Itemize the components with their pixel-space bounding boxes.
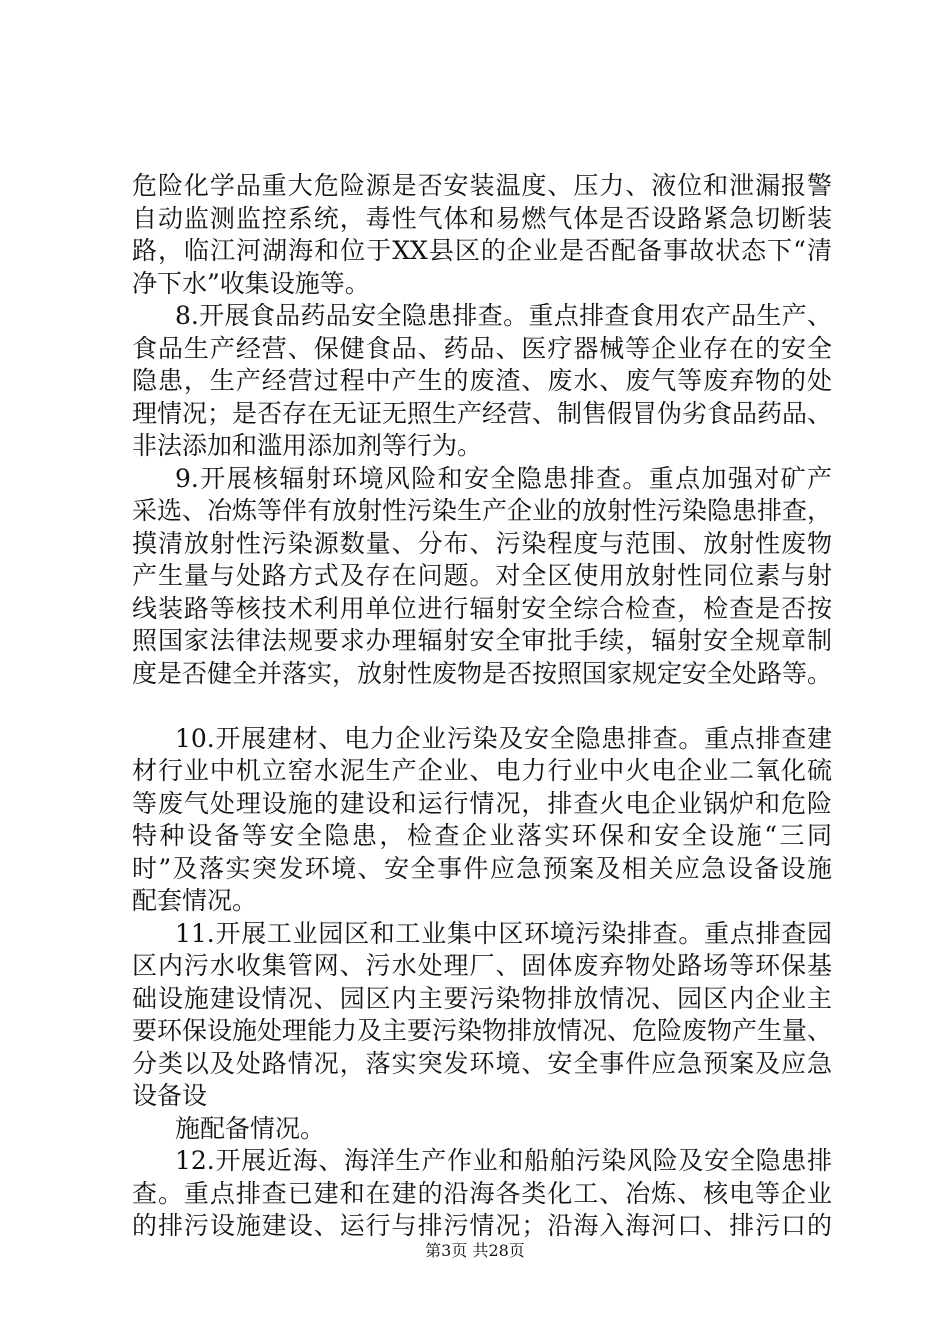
text-line: 线装路等核技术利用单位进行辐射安全综合检查，检查是否按 (132, 593, 832, 623)
text-line: 时”及落实突发环境、安全事件应急预案及相关应急设备设施 (132, 853, 832, 883)
text-line: 采选、冶炼等伴有放射性污染生产企业的放射性污染隐患排查， (132, 496, 833, 525)
text-line: 分类以及处路情况，落实突发环境、安全事件应急预案及应急 (132, 1048, 832, 1078)
text-line: 设备设 (132, 1081, 208, 1110)
text-line: 特种设备等安全隐患，检查企业落实环保和安全设施“三同 (132, 821, 832, 850)
text-line: 区内污水收集管网、污水处理厂、固体废弃物处路场等环保基 (132, 951, 832, 980)
text-line: 食品生产经营、保健食品、药品、医疗器械等企业存在的安全 (132, 333, 832, 363)
paragraph-first-line: 10.开展建材、电力企业污染及安全隐患排查。重点排查建 (175, 723, 832, 753)
text-line: 施配备情况。 (175, 1113, 326, 1143)
paragraph-first-line: 9.开展核辐射环境风险和安全隐患排查。重点加强对矿产 (175, 463, 832, 493)
text-line: 自动监测监控系统，毒性气体和易燃气体是否设路紧急切断装 (132, 203, 832, 233)
text-line: 危险化学品重大危险源是否安装温度、压力、液位和泄漏报警 (132, 171, 832, 200)
text-line: 度是否健全并落实，放射性废物是否按照国家规定安全处路等。 (132, 658, 833, 688)
text-line: 材行业中机立窑水泥生产企业、电力行业中火电企业二氧化硫 (132, 756, 832, 785)
text-line: 净下水”收集设施等。 (132, 268, 370, 298)
text-line: 础设施建设情况、园区内主要污染物排放情况、园区内企业主 (132, 983, 832, 1013)
text-line: 的排污设施建设、运行与排污情况；沿海入海河口、排污口的 (132, 1211, 832, 1240)
page-number-footer: 第3页 共28页 (425, 1241, 525, 1260)
text-line: 查。重点排查已建和在建的沿海各类化工、冶炼、核电等企业 (132, 1178, 832, 1208)
paragraph-first-line: 8.开展食品药品安全隐患排查。重点排查食用农产品生产、 (175, 301, 832, 330)
blank-line (132, 690, 832, 723)
text-line: 摸清放射性污染源数量、分布、污染程度与范围、放射性废物 (132, 528, 832, 558)
text-line: 等废气处理设施的建设和运行情况，排查火电企业锅炉和危险 (132, 788, 832, 818)
text-line: 非法添加和滥用添加剂等行为。 (132, 431, 483, 460)
text-line: 要环保设施处理能力及主要污染物排放情况、危险废物产生量、 (132, 1016, 833, 1045)
paragraph-first-line: 12.开展近海、海洋生产作业和船舶污染风险及安全隐患排 (175, 1146, 832, 1175)
document-body (132, 170, 832, 1243)
paragraph-first-line: 11.开展工业园区和工业集中区环境污染排查。重点排查园 (175, 918, 832, 948)
text-line: 路，临江河湖海和位于XX县区的企业是否配备事故状态下“清 (132, 236, 832, 265)
text-line: 配套情况。 (132, 886, 258, 915)
text-line: 理情况；是否存在无证无照生产经营、制售假冒伪劣食品药品、 (132, 398, 833, 428)
text-line: 产生量与处路方式及存在问题。对全区使用放射性同位素与射 (132, 561, 832, 590)
text-line: 照国家法律法规要求办理辐射安全审批手续，辐射安全规章制 (132, 626, 832, 655)
text-line: 隐患，生产经营过程中产生的废渣、废水、废气等废弃物的处 (132, 366, 832, 395)
